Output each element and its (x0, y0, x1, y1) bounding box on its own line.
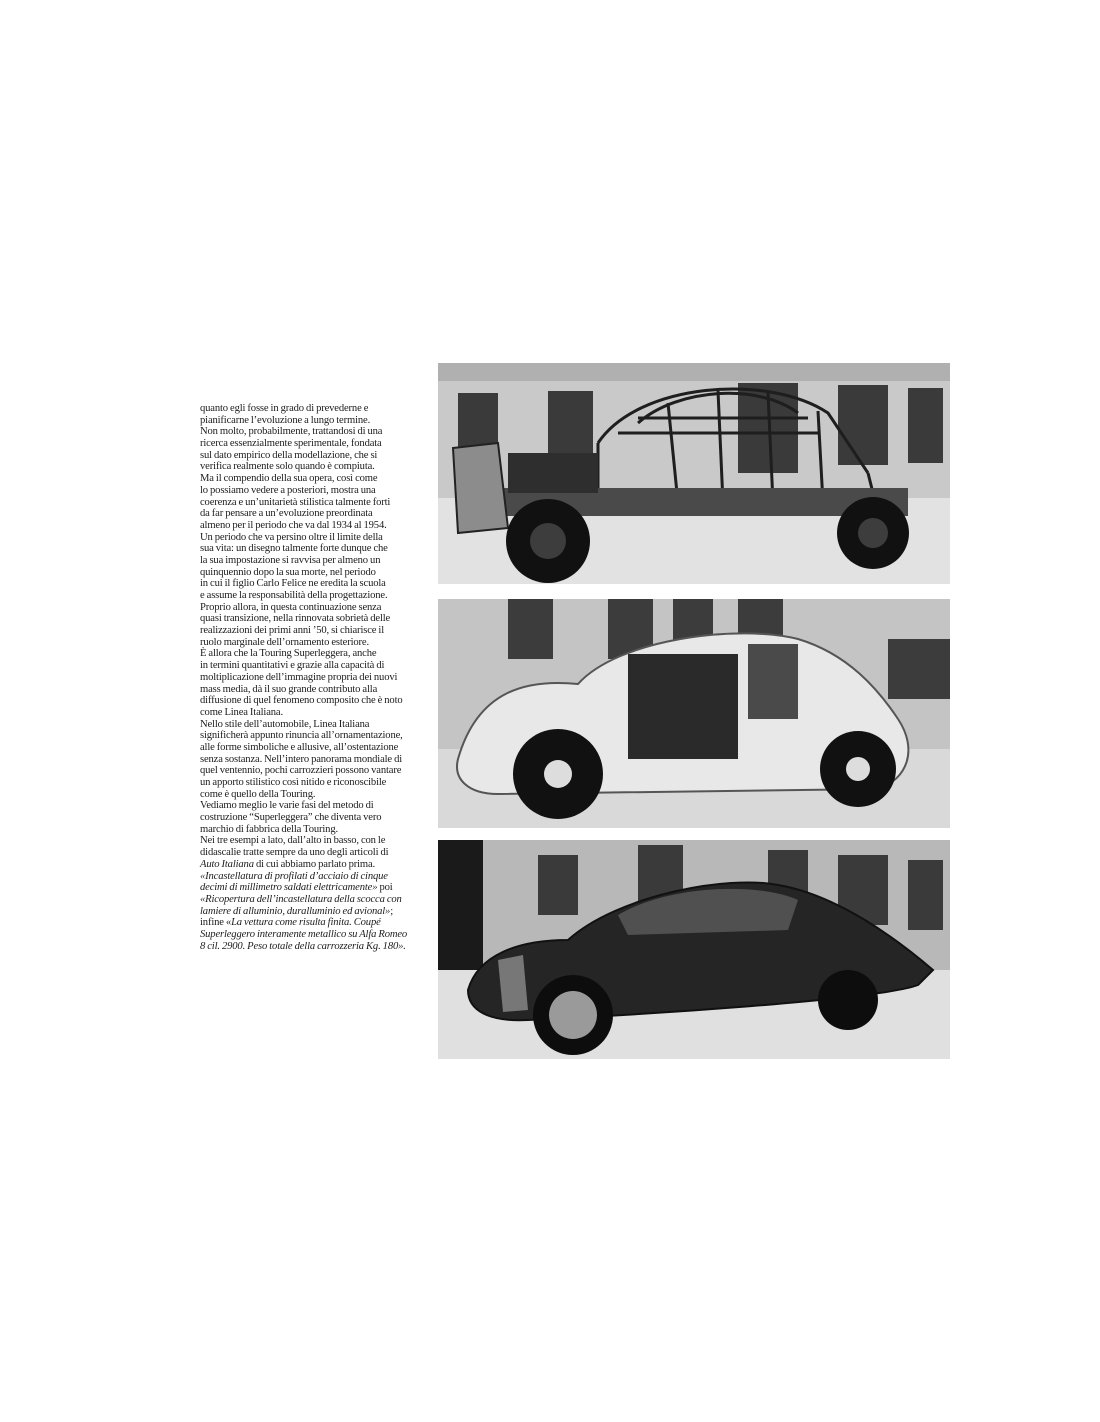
text-line-body: e assume la responsabilità della progettazione. (200, 590, 388, 601)
text-line (200, 871, 432, 883)
text-line (200, 882, 432, 894)
text-line-body: almeno per il periodo che va dal 1934 al 1954. (200, 519, 387, 531)
text-line-body: È allora che la Touring Superleggera, anche (200, 648, 377, 660)
text-line (200, 684, 432, 696)
text-line (200, 894, 432, 906)
photo-frame-structure (438, 363, 950, 584)
text-line (200, 613, 432, 625)
text-line (200, 625, 432, 637)
publication-title: Auto Italiana (200, 858, 254, 870)
text-line (200, 602, 432, 614)
text-line (200, 695, 432, 707)
text-line (200, 730, 432, 742)
text-line (200, 941, 432, 953)
text-line (200, 532, 432, 544)
caption-quote: decimi di millimetro saldati elettricamente» (200, 882, 378, 894)
text-line-body: un apporto stilistico così nitido e riconoscibile (200, 777, 387, 788)
text-line (200, 485, 432, 497)
text-line-body: come è quello della Touring. (200, 788, 316, 800)
text-line-body: alle forme simboliche e allusive, all’ostentazione (200, 741, 399, 753)
text-line (200, 765, 432, 777)
article-body-text (200, 403, 432, 952)
text-line (200, 742, 432, 754)
text-line (200, 555, 432, 567)
text-line (200, 800, 432, 812)
text-line (200, 777, 432, 789)
text-line (200, 450, 432, 462)
text-line (200, 824, 432, 836)
text-line (200, 835, 432, 847)
text-line-body: coerenza e un’unitarietà stilistica talmente forti (200, 496, 391, 508)
text-line-body: sua vita: un disegno talmente forte dunque che (200, 543, 388, 555)
text-line-body: realizzazioni dei primi anni ’50, si chiarisce il (200, 625, 384, 637)
text-line (200, 754, 432, 766)
text-line (200, 578, 432, 590)
text-line-body: quasi transizione, nella rinnovata sobrietà delle (200, 613, 391, 625)
frame-structure-image (438, 363, 950, 584)
text-line (200, 929, 432, 941)
text-line-body: Un periodo che va persino oltre il limite della (200, 531, 383, 543)
text-line-body: Vediamo meglio le varie fasi del metodo di (200, 800, 374, 812)
text-line-body: quel ventennio, pochi carrozzieri possono vantare (200, 765, 402, 777)
text-line-body: mass media, dà il suo grande contributo alla (200, 683, 378, 695)
text-line-body: didascalie tratte sempre da uno degli articoli di (200, 847, 389, 859)
text-line (200, 426, 432, 438)
text-line-body: la sua impostazione si ravvisa per almeno un (200, 554, 381, 566)
text-line-tail: ; (390, 905, 394, 917)
text-line-body: quinquennio dopo la sua morte, nel periodo (200, 566, 376, 578)
text-line-body: sul dato empirico della modellazione, che si (200, 449, 378, 461)
aluminium-body-image (438, 599, 950, 828)
text-line-body: in cui il figlio Carlo Felice ne eredita la scuola (200, 578, 386, 590)
text-line (200, 497, 432, 509)
text-line (200, 906, 432, 918)
text-line-body: verifica realmente solo quando è compiuta. (200, 461, 375, 473)
text-line (200, 520, 432, 532)
finished-coupe-image (438, 840, 950, 1059)
text-line (200, 789, 432, 801)
text-line (200, 403, 432, 415)
caption-quote: La vettura come risulta finita. Coupé (231, 917, 381, 929)
text-line-body: marchio di fabbrica della Touring. (200, 823, 338, 835)
text-line (200, 719, 432, 731)
caption-quote: Superleggero interamente metallico su Alfa Romeo (200, 928, 408, 940)
text-line (200, 917, 432, 929)
text-line-body: in termini quantitativi e grazie alla capacità di (200, 660, 385, 672)
text-line-body: da far pensare a un’evoluzione preordinata (200, 508, 373, 520)
caption-quote: «Ricopertura dell’incastellatura della scocca con (200, 893, 402, 905)
caption-quote: «Incastellatura di profilati d’acciaio di cinque (200, 870, 388, 882)
text-line-body: ricerca essenzialmente sperimentale, fondata (200, 438, 382, 450)
text-line-lead: infine « (200, 917, 232, 929)
text-line (200, 648, 432, 660)
text-line (200, 660, 432, 672)
text-line (200, 707, 432, 719)
text-line (200, 590, 432, 602)
text-line (200, 508, 432, 520)
text-line (200, 438, 432, 450)
text-line-body: diffusione di quel fenomeno composito che è noto (200, 695, 403, 707)
text-line (200, 672, 432, 684)
text-line (200, 461, 432, 473)
text-line-body: Ma il compendio della sua opera, così come (200, 473, 378, 485)
caption-quote: lamiere di alluminio, duralluminio ed avional» (200, 905, 391, 917)
text-line-body: come Linea Italiana. (200, 706, 283, 718)
text-line-body: costruzione “Superleggera” che diventa vero (200, 812, 382, 824)
text-line (200, 473, 432, 485)
text-line-body: Proprio allora, in questa continuazione senza (200, 601, 382, 613)
text-line (200, 847, 432, 859)
text-line (200, 812, 432, 824)
text-line-body: moltiplicazione dell’immagine propria dei nuovi (200, 671, 398, 683)
text-line-body: quanto egli fosse in grado di prevederne e (200, 403, 369, 414)
text-line-body: senza sostanza. Nell’intero panorama mondiale di (200, 753, 403, 765)
text-line-body: Nello stile dell’automobile, Linea Italiana (200, 718, 370, 730)
text-line (200, 637, 432, 649)
text-line-tail: poi (377, 882, 393, 894)
photo-finished-coupe (438, 840, 950, 1059)
text-line-body: Non molto, probabilmente, trattandosi di una (200, 426, 383, 438)
text-line-body: Nei tre esempi a lato, dall’alto in basso, con le (200, 835, 386, 847)
text-line-body: pianificarne l’evoluzione a lungo termine. (200, 414, 371, 426)
text-line (200, 415, 432, 427)
text-line (200, 567, 432, 579)
text-line-body: lo possiamo vedere a posteriori, mostra una (200, 484, 376, 496)
text-line-body: ruolo marginale dell’ornamento esteriore. (200, 636, 369, 648)
photo-aluminium-body (438, 599, 950, 828)
text-line (200, 543, 432, 555)
caption-quote: 8 cil. 2900. Peso totale della carrozzeria Kg. 180». (200, 940, 406, 952)
text-line-tail: di cui abbiamo parlato prima. (255, 858, 376, 870)
text-line-body: significherà appunto rinuncia all’ornamentazione, (200, 730, 403, 742)
text-line (200, 859, 432, 871)
